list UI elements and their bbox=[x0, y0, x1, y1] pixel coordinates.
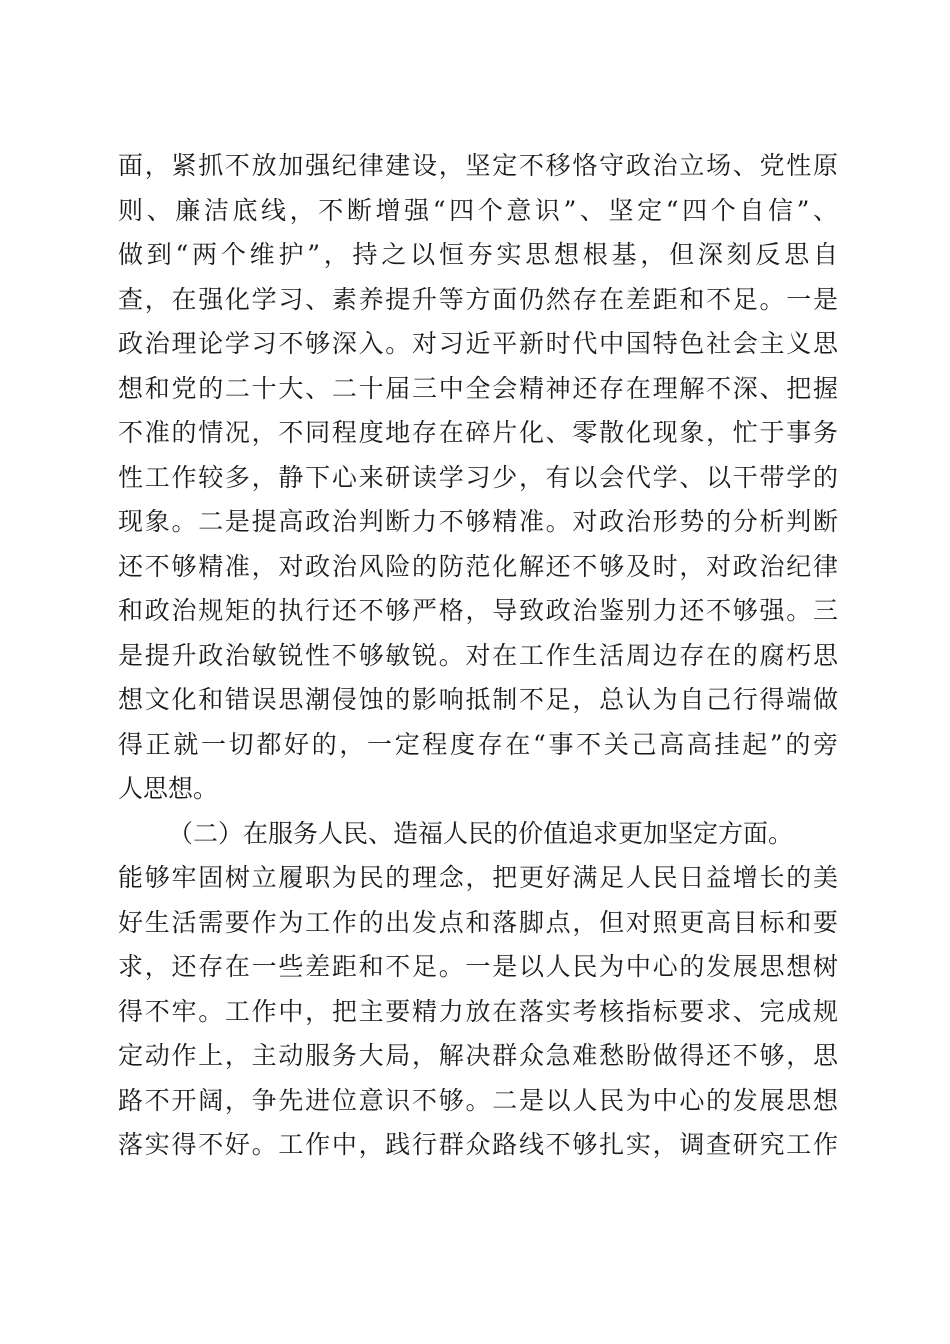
text-line: 好生活需要作为工作的出发点和落脚点，但对照更高目标和要 bbox=[118, 907, 838, 937]
text-line: 想和党的二十大、二十届三中全会精神还存在理解不深、把握 bbox=[118, 373, 838, 403]
text-line: 求，还存在一些差距和不足。一是以人民为中心的发展思想树 bbox=[118, 952, 838, 981]
text-line: 政治理论学习不够深入。对习近平新时代中国特色社会主义思 bbox=[118, 329, 838, 358]
text-line: 和政治规矩的执行还不够严格，导致政治鉴别力还不够强。三 bbox=[118, 596, 838, 625]
text-line: 不准的情况，不同程度地存在碎片化、零散化现象，忙于事务 bbox=[118, 418, 838, 447]
text-line: 还不够精准，对政治风险的防范化解还不够及时，对政治纪律 bbox=[118, 551, 838, 581]
text-line: 能够牢固树立履职为民的理念，把更好满足人民日益增长的美 bbox=[118, 863, 838, 892]
text-line: 定动作上，主动服务大局，解决群众急难愁盼做得还不够，思 bbox=[118, 1041, 838, 1070]
text-line: 则、廉洁底线，不断增强“四个意识”、坚定“四个自信”、 bbox=[118, 195, 838, 225]
text-line: 面，紧抓不放加强纪律建设，坚定不移恪守政治立场、党性原 bbox=[118, 151, 838, 180]
text-line: 现象。二是提高政治判断力不够精准。对政治形势的分析判断 bbox=[118, 507, 838, 536]
section-heading: （二）在服务人民、造福人民的价值追求更加坚定方面。 bbox=[168, 818, 794, 848]
text-line: 得正就一切都好的，一定程度存在“事不关己高高挂起”的旁 bbox=[118, 729, 838, 759]
text-line: 查，在强化学习、素养提升等方面仍然存在差距和不足。一是 bbox=[118, 284, 838, 314]
text-line: 想文化和错误思潮侵蚀的影响抵制不足，总认为自己行得端做 bbox=[118, 685, 838, 714]
document-body bbox=[118, 144, 838, 1168]
text-line: 路不开阔，争先进位意识不够。二是以人民为中心的发展思想 bbox=[118, 1085, 838, 1115]
text-line: 人思想。 bbox=[118, 774, 219, 803]
text-line: 是提升政治敏锐性不够敏锐。对在工作生活周边存在的腐朽思 bbox=[118, 640, 838, 670]
text-line: 性工作较多，静下心来研读学习少，有以会代学、以干带学的 bbox=[118, 462, 838, 492]
text-line: 得不牢。工作中，把主要精力放在落实考核指标要求、完成规 bbox=[118, 996, 838, 1026]
text-line: 做到“两个维护”，持之以恒夯实思想根基，但深刻反思自 bbox=[118, 240, 838, 269]
text-line: 落实得不好。工作中，践行群众路线不够扎实，调查研究工作 bbox=[118, 1130, 838, 1159]
